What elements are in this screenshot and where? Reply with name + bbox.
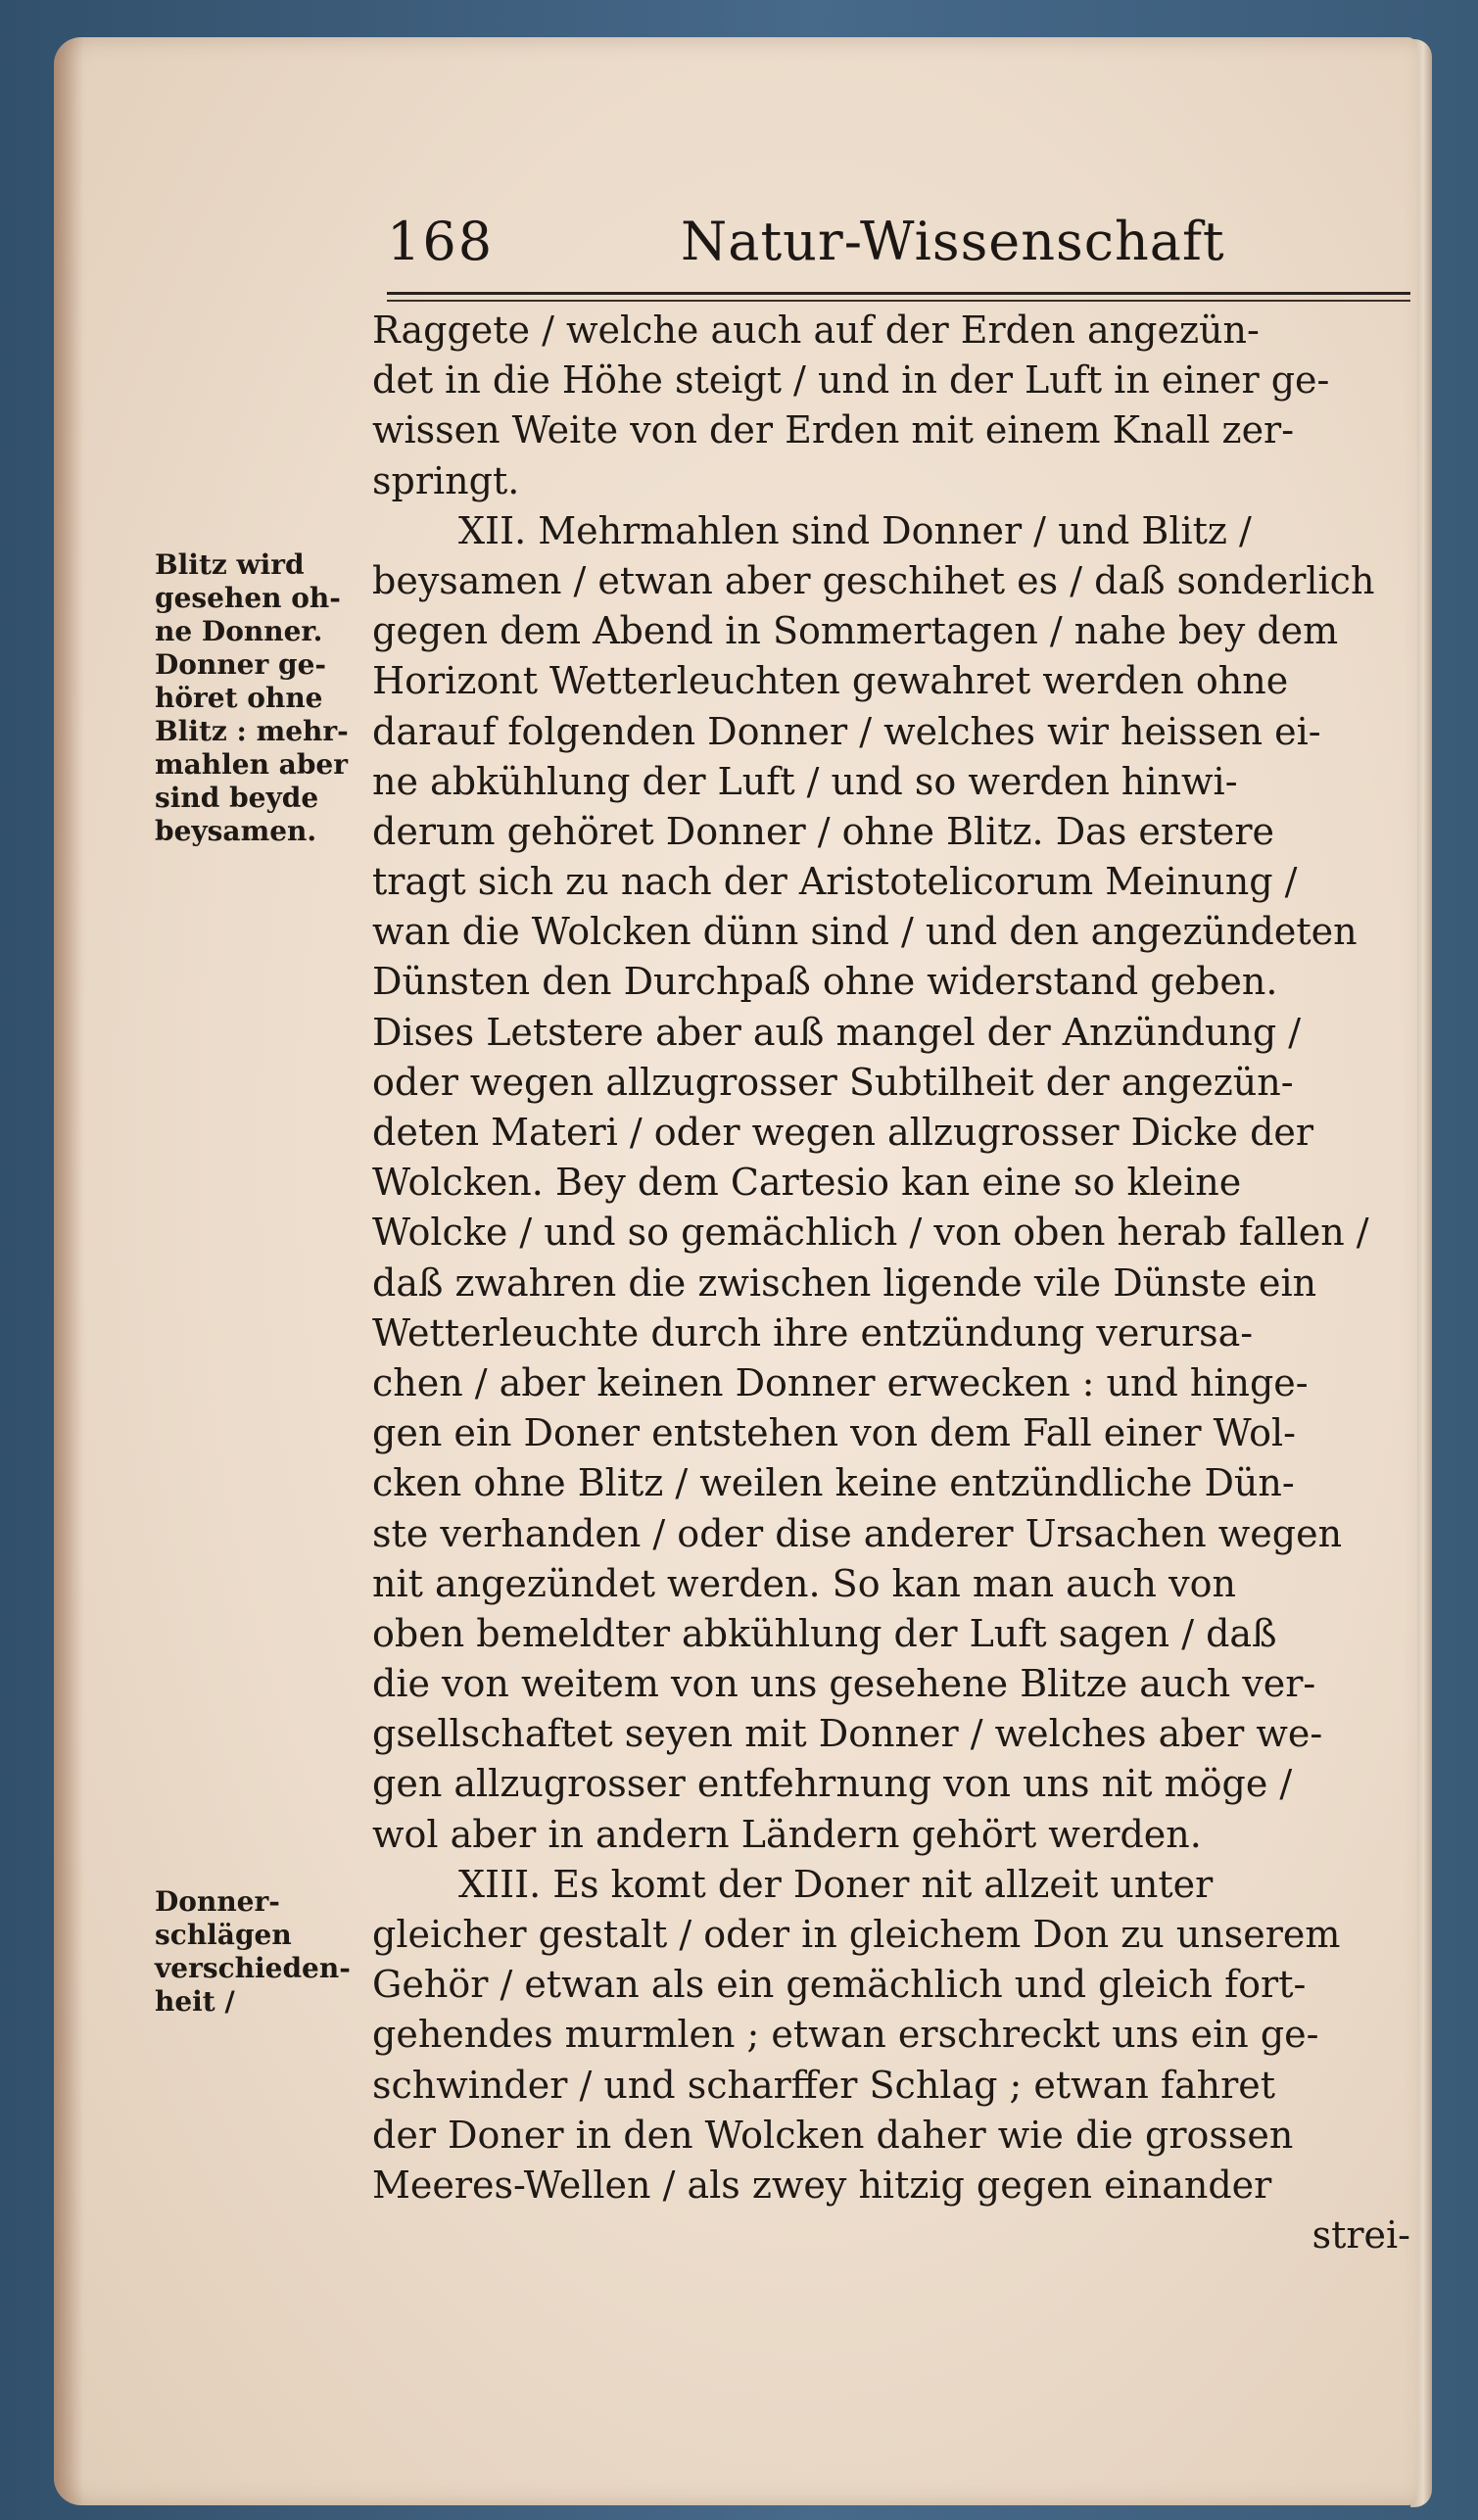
text-line: XII. Mehrmahlen sind Donner / und Blitz / [458, 508, 1252, 552]
text-line: daß zwahren die zwischen ligende vile Dünste ein [372, 1260, 1317, 1305]
running-title: Natur-Wissenschaft [681, 211, 1225, 272]
margin-note-line: schlägen [155, 1919, 292, 1951]
text-line: chen / aber keinen Donner erwecken : und hinge- [372, 1360, 1309, 1404]
text-line: wissen Weite von der Erden mit einem Knall zer- [372, 408, 1295, 452]
text-line: cken ohne Blitz / weilen keine entzündliche Dün- [372, 1461, 1295, 1505]
body-text [372, 306, 1410, 2260]
margin-note-line: höret ohne [155, 682, 323, 714]
text-line: nit angezündet werden. So kan man auch von [372, 1561, 1236, 1605]
margin-note-line: beysamen. [155, 815, 317, 847]
margin-note-line: mahlen aber [155, 748, 348, 781]
text-line: oder wegen allzugrosser Subtilheit der angezün- [372, 1060, 1294, 1104]
text-line: darauf folgenden Donner / welches wir heissen ei- [372, 709, 1321, 753]
text-line: ste verhanden / oder dise anderer Ursachen wegen [372, 1511, 1343, 1555]
text-line: Gehör / etwan als ein gemächlich und gleich fort- [372, 1963, 1307, 2007]
text-line: die von weitem von uns gesehene Blitze auch ver- [372, 1662, 1316, 1706]
text-line: wan die Wolcken dünn sind / und den angezündeten [372, 910, 1358, 954]
text-line: XIII. Es komt der Doner nit allzeit unter [458, 1862, 1214, 1906]
margin-note-line: sind beyde [155, 782, 319, 814]
text-line: der Doner in den Wolcken daher wie die grossen [372, 2113, 1294, 2157]
margin-note-line: heit / [155, 1985, 235, 2018]
text-line: tragt sich zu nach der Aristotelicorum Meinung / [372, 860, 1298, 904]
text-line: derum gehöret Donner / ohne Blitz. Das erstere [372, 809, 1274, 853]
text-line: det in die Höhe steigt / und in der Luft in einer ge- [372, 358, 1330, 403]
text-line: gehendes murmlen ; etwan erschreckt uns ein ge- [372, 2013, 1319, 2057]
margin-note-line: Donner ge- [155, 648, 326, 681]
text-line: Wetterleuchte durch ihre entzündung verursa- [372, 1310, 1254, 1355]
text-line: gleicher gestalt / oder in gleichem Don zu unserem [372, 1913, 1341, 1956]
margin-note [155, 1885, 380, 2019]
page-number: 168 [387, 211, 495, 272]
catchword: strei- [1311, 2213, 1410, 2258]
text-line: wol aber in andern Ländern gehört werden. [372, 1812, 1202, 1856]
text-line: Wolcke / und so gemächlich / von oben herab fallen / [372, 1211, 1369, 1255]
text-line: Dises Letstere aber auß mangel der Anzündung / [372, 1010, 1302, 1054]
text-line: Raggete / welche auch auf der Erden angezün- [372, 309, 1260, 352]
margin-note-line: verschieden- [155, 1952, 351, 1984]
margin-note-line: ne Donner. [155, 615, 323, 647]
text-line: springt. [372, 458, 520, 502]
margin-note-line: gesehen oh- [155, 582, 341, 614]
header-rule-thin [387, 300, 1410, 302]
text-line: gen ein Doner entstehen von dem Fall einer Wol- [372, 1411, 1296, 1455]
text-line: gegen dem Abend in Sommertagen / nahe bey dem [372, 609, 1339, 653]
text-line: ne abkühlung der Luft / und so werden hinwi- [372, 759, 1238, 803]
text-line: oben bemeldter abkühlung der Luft sagen / daß [372, 1611, 1277, 1655]
text-line: deten Materi / oder wegen allzugrosser Dicke der [372, 1111, 1314, 1154]
margin-note-line: Blitz : mehr- [155, 715, 349, 747]
text-line: schwinder / und scharffer Schlag ; etwan fahret [372, 2063, 1276, 2107]
text-line: Wolcken. Bey dem Cartesio kan eine so kleine [372, 1161, 1242, 1205]
text-line: Meeres-Wellen / als zwey hitzig gegen einander [372, 2163, 1272, 2207]
margin-note-line: Donner- [155, 1885, 280, 1918]
text-line: Dünsten den Durchpaß ohne widerstand geben. [372, 960, 1278, 1004]
text-line: beysamen / etwan aber geschihet es / daß sonderlich [372, 558, 1375, 602]
margin-note-line: Blitz wird [155, 548, 305, 581]
header-rule [387, 292, 1410, 295]
text-line: gsellschaftet seyen mit Donner / welches aber we- [372, 1712, 1323, 1756]
text-line: gen allzugrosser entfehrnung von uns nit möge / [372, 1762, 1293, 1806]
margin-note [155, 548, 380, 848]
page-header [387, 211, 1425, 289]
text-line: Horizont Wetterleuchten gewahret werden ohne [372, 659, 1289, 703]
